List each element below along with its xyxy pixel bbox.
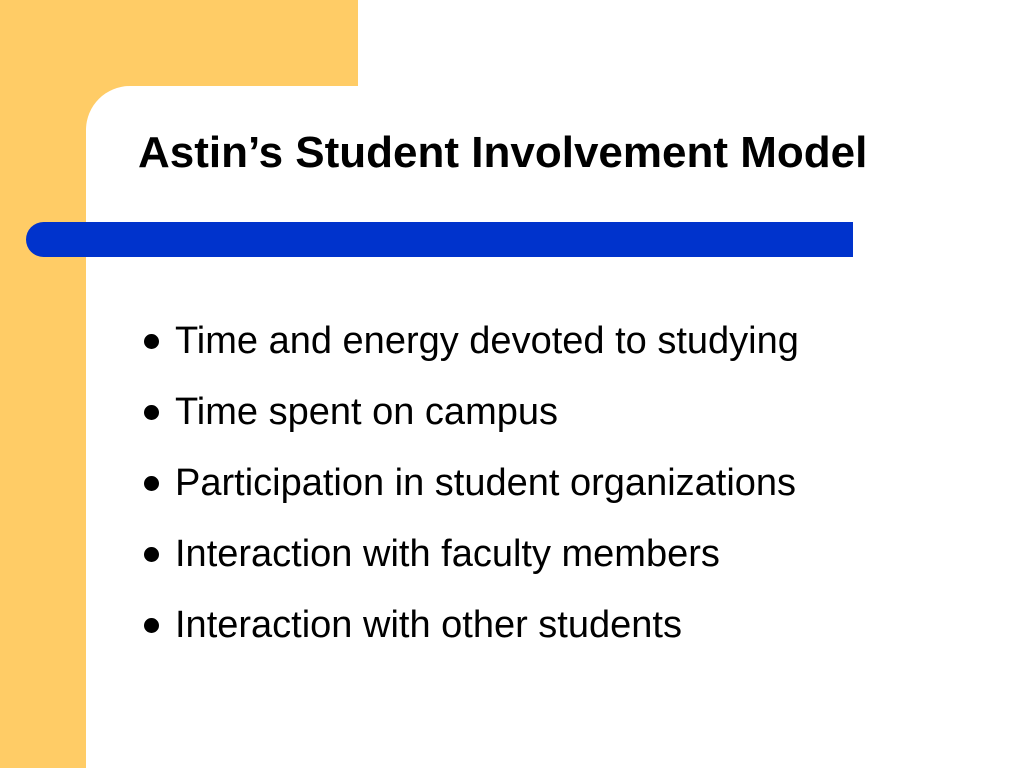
accent-block-top bbox=[0, 0, 358, 86]
bullet-icon bbox=[144, 547, 159, 562]
bullet-list bbox=[140, 306, 799, 661]
bullet-text: Interaction with faculty members bbox=[175, 533, 720, 575]
bullet-item bbox=[140, 306, 799, 377]
bullet-text: Time spent on campus bbox=[175, 391, 558, 433]
bullet-icon bbox=[144, 405, 159, 420]
bullet-text: Time and energy devoted to studying bbox=[175, 320, 799, 362]
bullet-item bbox=[140, 519, 799, 590]
bullet-icon bbox=[144, 618, 159, 633]
title-underline-bar bbox=[26, 222, 853, 257]
bullet-item bbox=[140, 377, 799, 448]
bullet-text: Interaction with other students bbox=[175, 604, 682, 646]
bullet-item bbox=[140, 448, 799, 519]
accent-strip-left bbox=[0, 0, 86, 768]
bullet-icon bbox=[144, 334, 159, 349]
bullet-item bbox=[140, 590, 799, 661]
bullet-icon bbox=[144, 476, 159, 491]
bullet-text: Participation in student organizations bbox=[175, 462, 797, 504]
slide-title: Astin’s Student Involvement Model bbox=[138, 128, 868, 177]
